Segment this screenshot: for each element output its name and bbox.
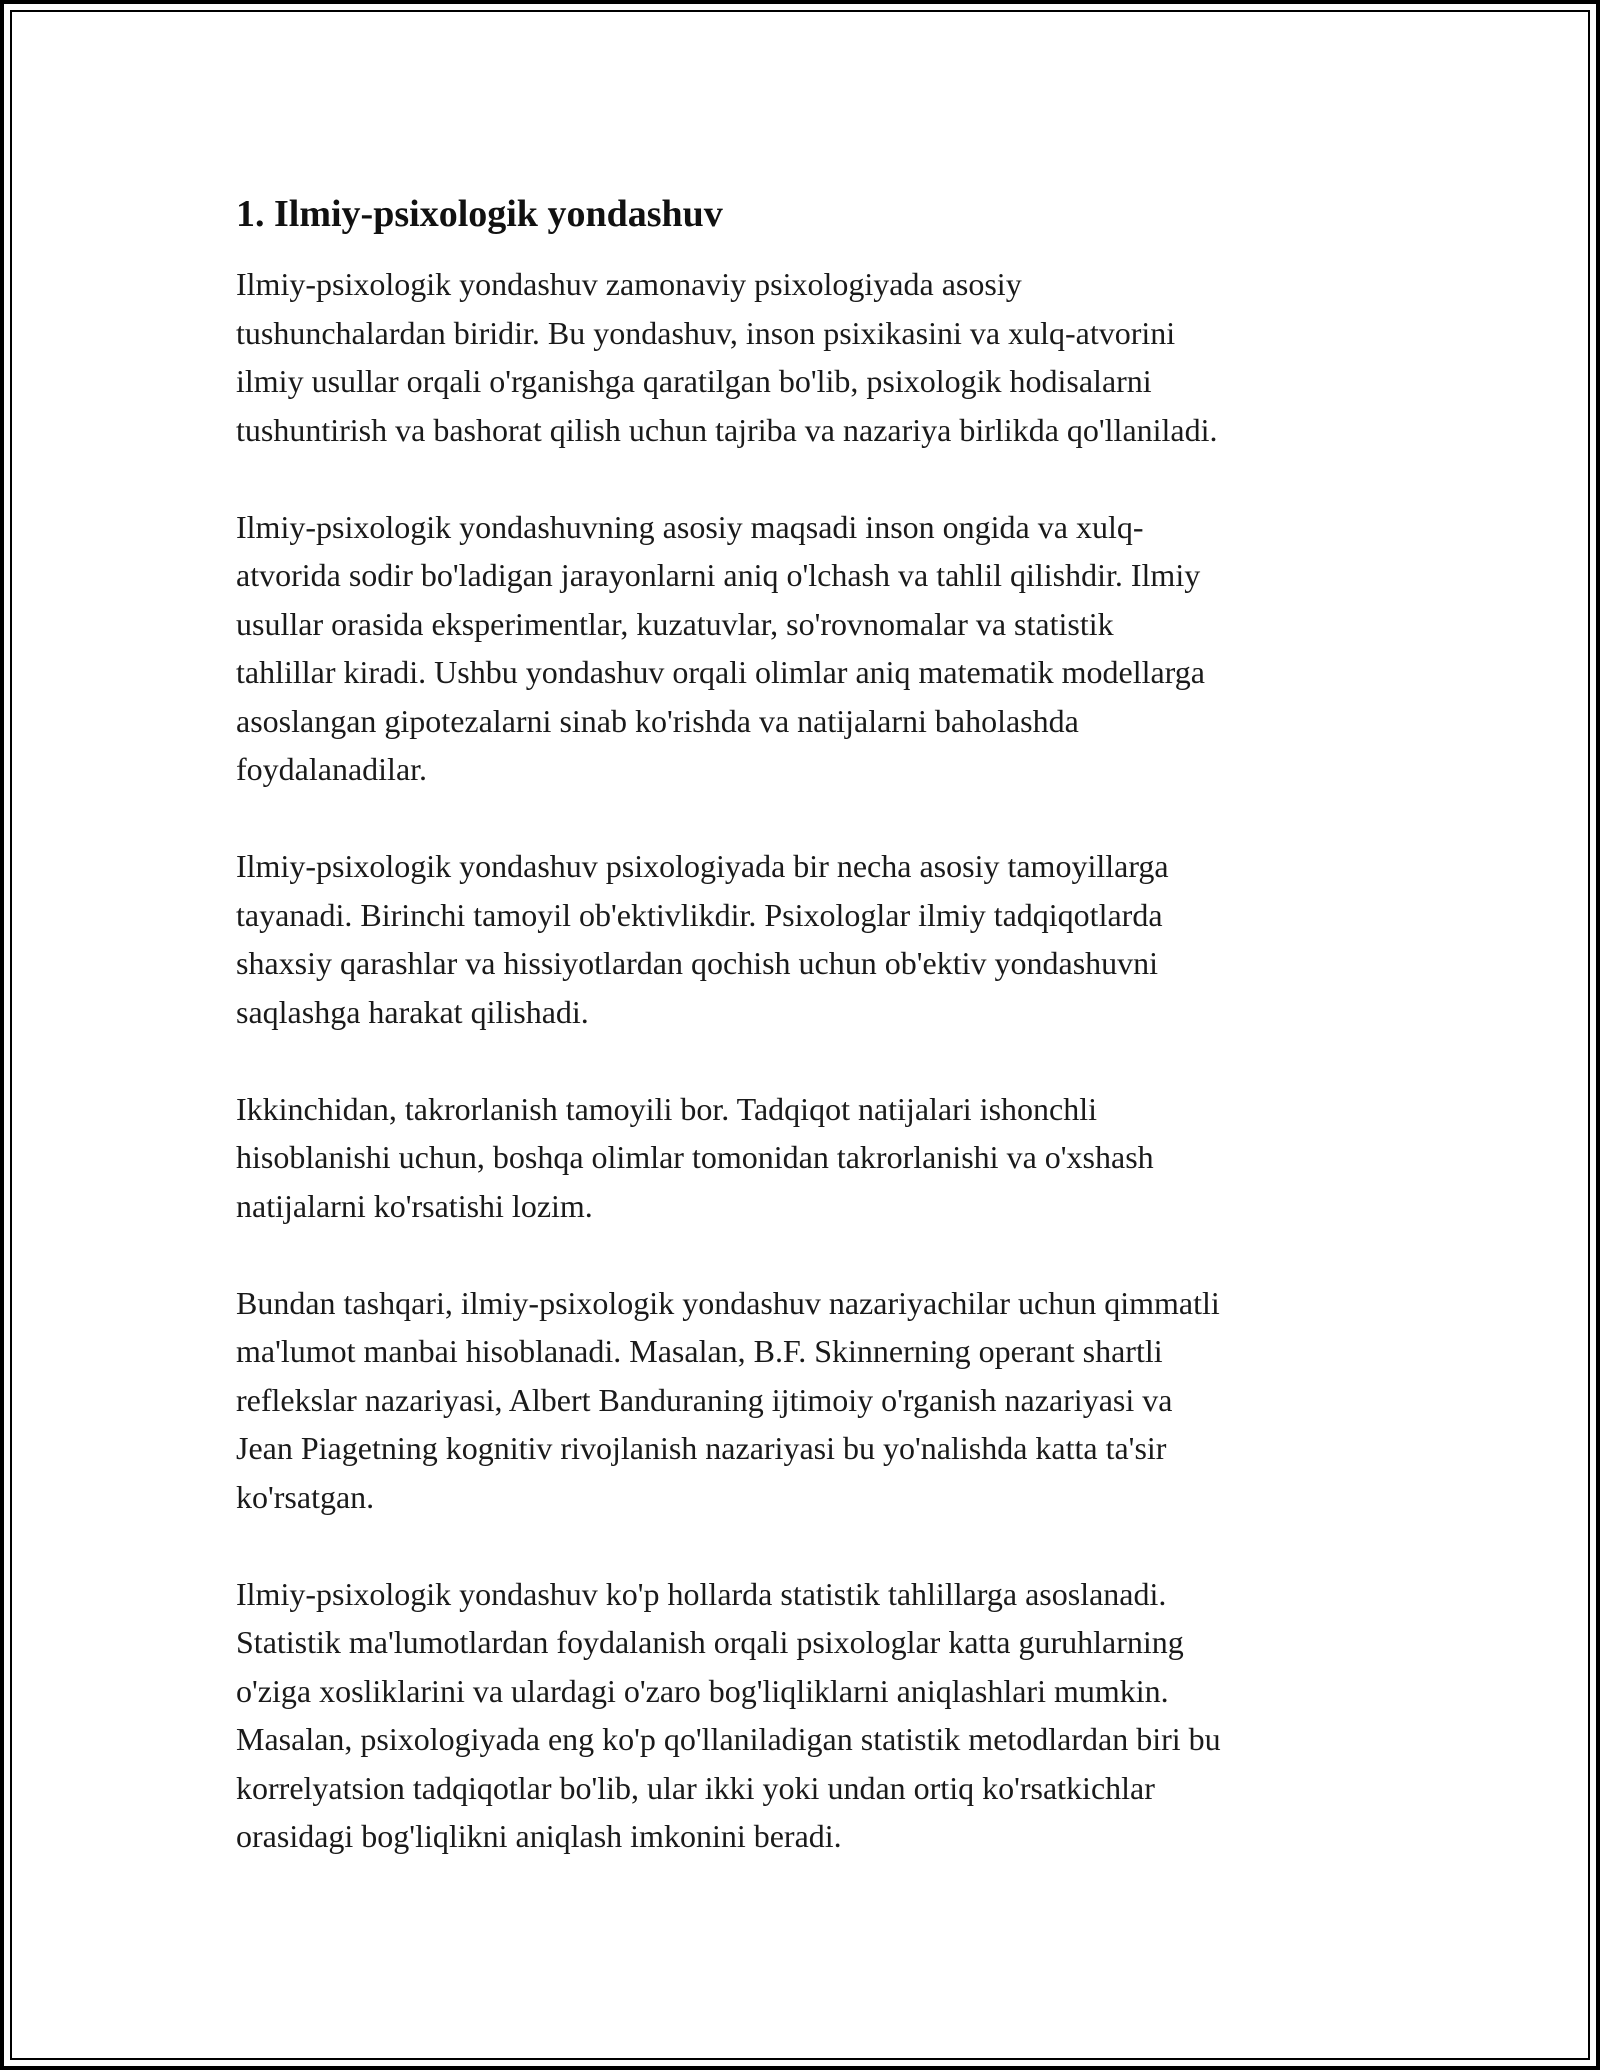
- text-line: shaxsiy qarashlar va hissiyotlardan qochish uchun ob'ektiv yondashuvni: [236, 945, 1159, 981]
- text-line: korrelyatsion tadqiqotlar bo'lib, ular ikki yoki undan ortiq ko'rsatkichlar: [236, 1769, 1155, 1806]
- text-line: asoslangan gipotezalarni sinab ko'rishda va natijalarni baholashda: [236, 702, 1079, 739]
- text-line: natijalarni ko'rsatishi lozim.: [236, 1187, 593, 1224]
- paragraph: [236, 1570, 1396, 1861]
- text-line: saqlashga harakat qilishadi.: [236, 993, 589, 1030]
- text-line: reflekslar nazariyasi, Albert Banduraning ijtimoiy o'rganish nazariyasi va: [236, 1381, 1173, 1418]
- text-line: ilmiy usullar orqali o'rganishga qaratilgan bo'lib, psixologik hodisalarni: [236, 363, 1152, 399]
- paragraph: [236, 1279, 1396, 1522]
- text-line: Ilmiy-psixologik yondashuv zamonaviy psixologiyada asosiy: [236, 266, 1022, 302]
- text-line: Jean Piagetning kognitiv rivojlanish nazariyasi bu yo'nalishda katta ta'sir: [236, 1430, 1167, 1466]
- text-line: ko'rsatgan.: [236, 1478, 375, 1515]
- text-line: atvorida sodir bo'ladigan jarayonlarni aniq o'lchash va tahlil qilishdir. Ilmiy: [236, 557, 1201, 593]
- text-line: usullar orasida eksperimentlar, kuzatuvlar, so'rovnomalar va statistik: [236, 605, 1114, 642]
- text-line: ma'lumot manbai hisoblanadi. Masalan, B.F. Skinnerning operant shartli: [236, 1333, 1163, 1369]
- text-line: Bundan tashqari, ilmiy-psixologik yondashuv nazariyachilar uchun qimmatli: [236, 1284, 1220, 1321]
- text-line: Ilmiy-psixologik yondashuv ko'p hollarda statistik tahlillarga asoslanadi.: [236, 1575, 1167, 1612]
- text-line: tushuntirish va bashorat qilish uchun tajriba va nazariya birlikda qo'llaniladi.: [236, 411, 1218, 448]
- paragraph-list: [236, 260, 1396, 1861]
- paragraph: [236, 260, 1396, 454]
- section-heading: 1. Ilmiy-psixologik yondashuv: [236, 193, 723, 235]
- paragraph: [236, 842, 1396, 1036]
- text-line: Ilmiy-psixologik yondashuv psixologiyada bir necha asosiy tamoyillarga: [236, 848, 1169, 884]
- text-line: Masalan, psixologiyada eng ko'p qo'llaniladigan statistik metodlardan biri bu: [236, 1721, 1221, 1757]
- text-line: tushunchalardan biridir. Bu yondashuv, inson psixikasini va xulq-atvorini: [236, 314, 1176, 351]
- text-line: tayanadi. Birinchi tamoyil ob'ektivlikdir. Psixologlar ilmiy tadqiqotlarda: [236, 896, 1163, 933]
- text-line: orasidagi bog'liqlikni aniqlash imkonini beradi.: [236, 1818, 842, 1854]
- text-line: foydalanadilar.: [236, 751, 428, 787]
- text-line: Ilmiy-psixologik yondashuvning asosiy maqsadi inson ongida va xulq-: [236, 508, 1144, 545]
- text-line: Ikkinchidan, takrorlanish tamoyili bor. Tadqiqot natijalari ishonchli: [236, 1090, 1097, 1127]
- text-line: tahlillar kiradi. Ushbu yondashuv orqali olimlar aniq matematik modellarga: [236, 654, 1205, 690]
- document-content: [236, 188, 1396, 1909]
- paragraph: [236, 503, 1396, 794]
- text-line: o'ziga xosliklarini va ulardagi o'zaro bog'liqliklarni aniqlashlari mumkin.: [236, 1672, 1169, 1709]
- text-line: hisoblanishi uchun, boshqa olimlar tomonidan takrorlanishi va o'xshash: [236, 1139, 1154, 1175]
- paragraph: [236, 1085, 1396, 1231]
- text-line: Statistik ma'lumotlardan foydalanish orqali psixologlar katta guruhlarning: [236, 1624, 1184, 1660]
